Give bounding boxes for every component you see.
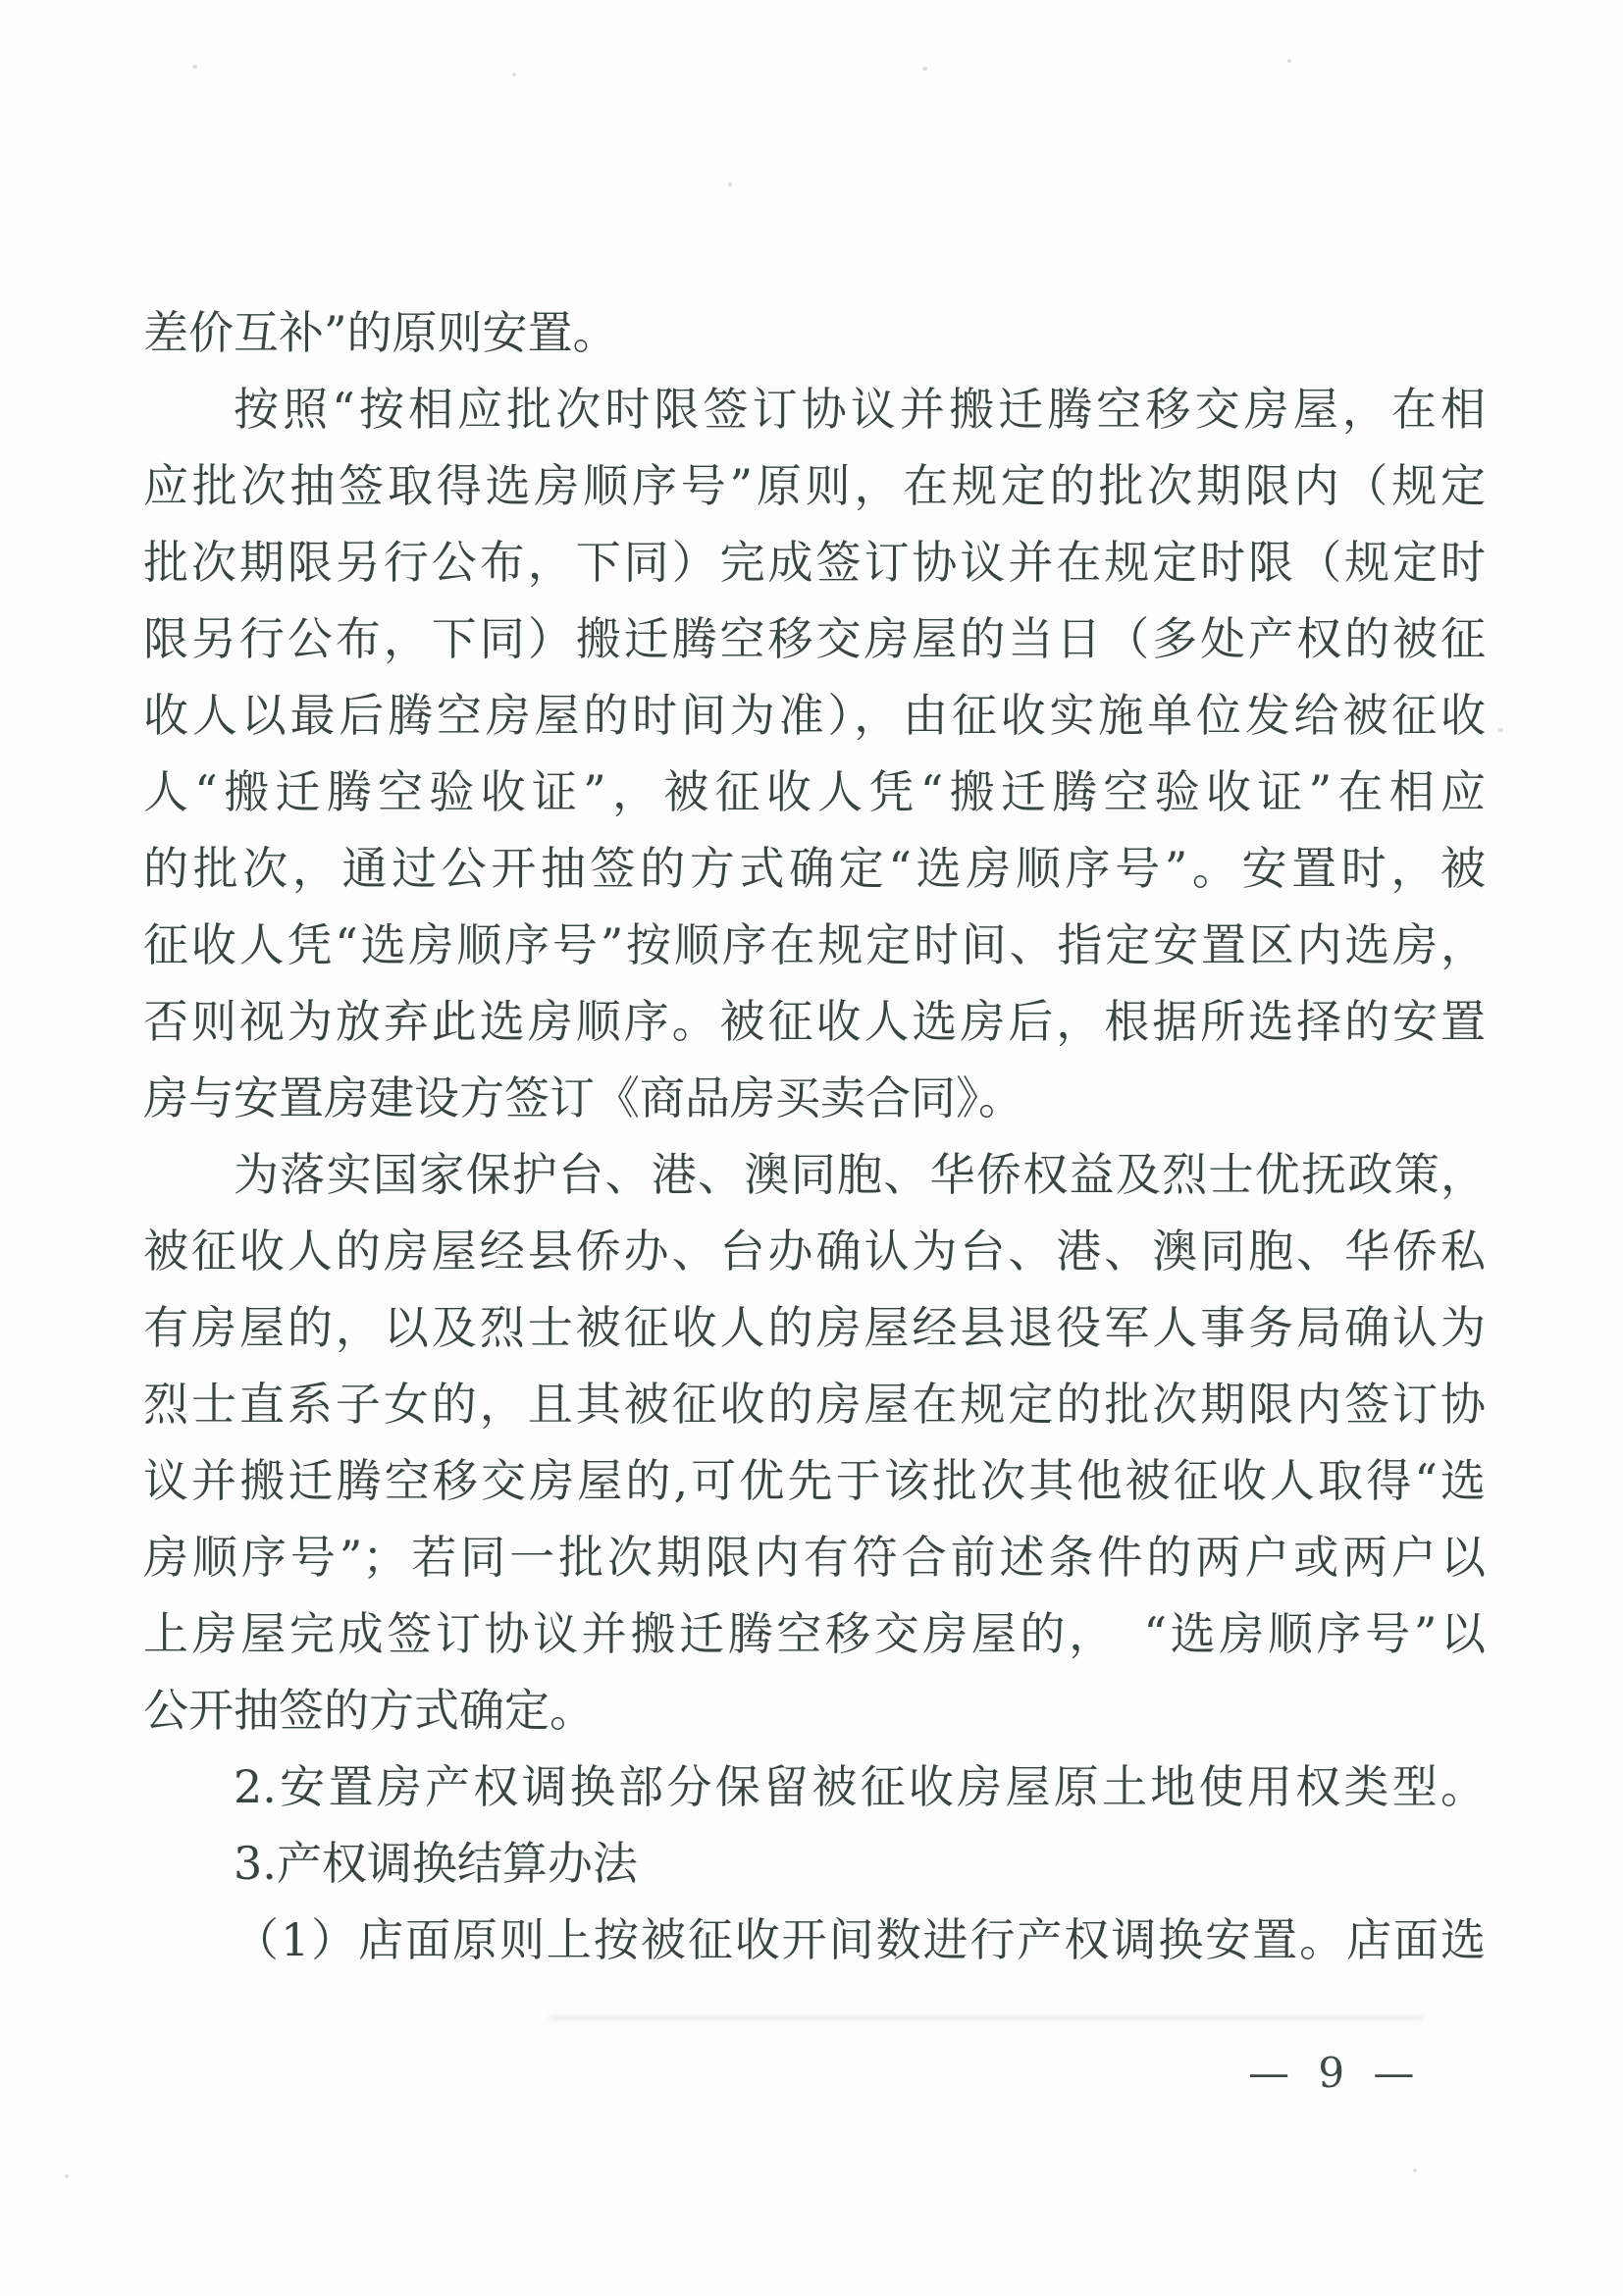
document-body (143, 294, 1486, 1978)
text-line-17: 房顺序号”；若同一批次期限内有符合前述条件的两户或两户以 (143, 1531, 1486, 1584)
text-line-2: 按照“按相应批次时限签订协议并搬迁腾空移交房屋，在相 (234, 383, 1486, 436)
scan-speck (1413, 2168, 1417, 2172)
text-line-4: 批次期限另行公布，下同）完成签订协议并在规定时限（规定时 (143, 536, 1486, 589)
scan-speck (1287, 59, 1291, 63)
text-line-12: 为落实国家保护台、港、澳同胞、华侨权益及烈士优抚政策， (234, 1148, 1486, 1201)
text-line-21: 3.产权调换结算办法 (234, 1837, 638, 1890)
text-line-22: （1）店面原则上按被征收开间数进行产权调换安置。店面选 (234, 1913, 1486, 1966)
text-line-7: 人“搬迁腾空验收证”，被征收人凭“搬迁腾空验收证”在相应 (143, 765, 1486, 818)
text-line-14: 有房屋的，以及烈士被征收人的房屋经县退役军人事务局确认为 (143, 1301, 1486, 1354)
text-line-10: 否则视为放弃此选房顺序。被征收人选房后，根据所选择的安置 (143, 995, 1486, 1048)
scan-speck (65, 2174, 69, 2178)
text-line-3: 应批次抽签取得选房顺序号”原则，在规定的批次期限内（规定 (143, 459, 1486, 512)
scan-speck (1498, 728, 1503, 732)
text-line-20: 2.安置房产权调换部分保留被征收房屋原土地使用权类型。 (234, 1760, 1486, 1813)
text-line-5: 限另行公布，下同）搬迁腾空移交房屋的当日（多处产权的被征 (143, 612, 1486, 665)
scan-speck (192, 65, 197, 69)
scan-speck (728, 183, 732, 186)
text-line-15: 烈士直系子女的，且其被征收的房屋在规定的批次期限内签订协 (143, 1378, 1486, 1431)
text-line-11: 房与安置房建设方签订《商品房买卖合同》。 (143, 1071, 1023, 1124)
text-line-8: 的批次，通过公开抽签的方式确定“选房顺序号”。安置时，被 (143, 842, 1486, 895)
text-line-19: 公开抽签的方式确定。 (143, 1684, 595, 1737)
scan-speck (922, 67, 927, 71)
page-number: — 9 — (1248, 2049, 1423, 2097)
text-line-13: 被征收人的房屋经县侨办、台办确认为台、港、澳同胞、华侨私 (143, 1225, 1486, 1278)
scan-streak (550, 2015, 1423, 2020)
scan-speck (512, 73, 516, 77)
text-line-9: 征收人凭“选房顺序号”按顺序在规定时间、指定安置区内选房， (143, 918, 1486, 971)
text-line-16: 议并搬迁腾空移交房屋的,可优先于该批次其他被征收人取得“选 (143, 1454, 1486, 1507)
text-line-6: 收人以最后腾空房屋的时间为准），由征收实施单位发给被征收 (143, 689, 1486, 742)
text-line-1: 差价互补”的原则安置。 (143, 306, 618, 359)
text-line-18: 上房屋完成签订协议并搬迁腾空移交房屋的， “选房顺序号”以 (143, 1607, 1486, 1660)
